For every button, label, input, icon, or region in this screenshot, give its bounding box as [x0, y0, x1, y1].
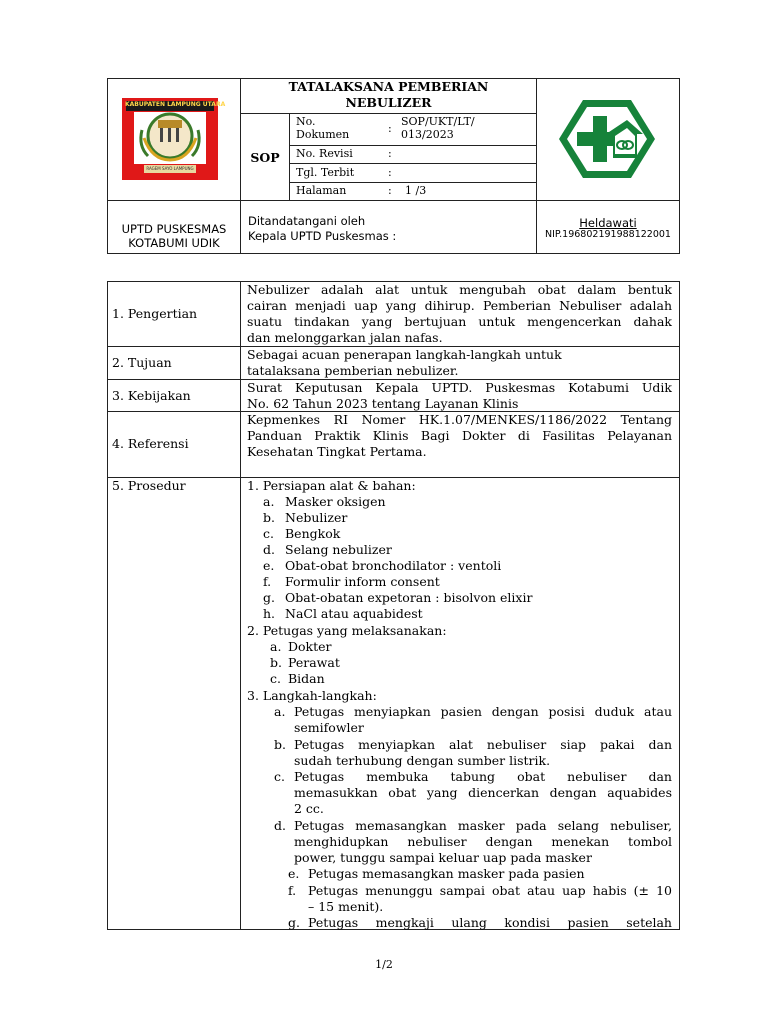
puskesmas-logo — [557, 98, 657, 180]
page-number: 1/2 — [375, 958, 393, 971]
step1-marker: a. — [263, 494, 275, 509]
step3-item-f — [308, 883, 672, 915]
text-line: Panduan Praktik Klinis Bagi Dokter di Fasilitas Pelayanan — [247, 428, 672, 443]
text-line: Nebulizer adalah alat untuk mengubah obat dalam bentuk — [247, 282, 672, 297]
text-line: 2 cc. — [294, 801, 324, 816]
step1-marker: f. — [263, 574, 272, 589]
step2-marker: c. — [270, 671, 281, 686]
text-line: Kepmenkes RI Nomer HK.1.07/MENKES/1186/2022 Tentang — [247, 412, 672, 427]
text-line: Kesehatan Tingkat Pertama. — [247, 444, 427, 459]
step2-item: Perawat — [288, 655, 340, 670]
step1-item: Bengkok — [285, 526, 341, 541]
org-name-line1: UPTD PUSKESMAS — [121, 222, 227, 236]
step2-marker: a. — [270, 639, 282, 654]
step1-item: NaCl atau aquabidest — [285, 606, 423, 621]
section-label-pengertian: 1. Pengertian — [112, 306, 198, 321]
section-label-referensi: 4. Referensi — [112, 436, 189, 451]
field-no-revisi-colon: : — [388, 147, 392, 160]
org-name-line2: KOTABUMI UDIK — [128, 236, 220, 250]
kabupaten-logo — [122, 98, 226, 180]
text-line: Petugas menyiapkan pasien dengan posisi duduk atau — [294, 704, 672, 719]
step3-marker-g: g. — [288, 915, 300, 930]
text-line: Sebagai acuan penerapan langkah-langkah untuk — [247, 347, 562, 362]
text-line: power, tunggu sampai keluar uap pada masker — [294, 850, 592, 865]
field-no-dokumen-label1: No. — [296, 115, 316, 128]
section-label-prosedur: 5. Prosedur — [112, 478, 186, 493]
field-no-dokumen-label2: Dokumen — [296, 128, 350, 141]
field-halaman-colon: : — [388, 184, 392, 197]
logo-caption-bottom: RAGEM SAYO LAMPUNG — [146, 166, 194, 171]
text-line: suatu tindakan yang bertujuan untuk mengencerkan dahak — [247, 314, 672, 329]
text-line: Petugas membuka tabung obat nebuliser dan — [294, 769, 672, 784]
step3-marker-e: e. — [288, 866, 300, 881]
section-label-kebijakan: 3. Kebijakan — [112, 388, 191, 403]
referensi-text — [247, 412, 672, 460]
step3-item-b — [294, 737, 672, 769]
step3-marker-d: d. — [274, 818, 286, 833]
step3-item-e: Petugas memasangkan masker pada pasien — [308, 866, 585, 881]
section-label-tujuan: 2. Tujuan — [112, 355, 172, 370]
text-line: Petugas memasangkan masker pada selang nebuliser, — [294, 818, 672, 833]
sop-label: SOP — [250, 150, 280, 165]
field-no-revisi-label: No. Revisi — [296, 147, 353, 160]
field-tgl-terbit-label: Tgl. Terbit — [296, 166, 355, 179]
text-line: – 15 menit). — [308, 899, 384, 914]
step3-marker-f: f. — [288, 883, 297, 898]
field-no-dokumen-value1: SOP/UKT/LT/ — [401, 115, 475, 128]
field-no-dokumen-colon: : — [388, 122, 392, 135]
step1-item: Obat-obat bronchodilator : ventoli — [285, 558, 502, 573]
step3-item-a — [294, 704, 672, 736]
step1-marker: e. — [263, 558, 275, 573]
prosedur-step1-heading: 1. Persiapan alat & bahan: — [247, 478, 416, 493]
text-line: Surat Keputusan Kepala UPTD. Puskesmas Kotabumi Udik — [247, 380, 672, 395]
document-title-line2: NEBULIZER — [345, 95, 432, 110]
step1-item: Formulir inform consent — [285, 574, 440, 589]
prosedur-step3-heading: 3. Langkah-langkah: — [247, 688, 377, 703]
step3-marker-b: b. — [274, 737, 286, 752]
document-title-line1: TATALAKSANA PEMBERIAN — [288, 79, 489, 94]
step1-marker: g. — [263, 590, 275, 605]
step1-marker: c. — [263, 526, 274, 541]
step3-marker-c: c. — [274, 769, 285, 784]
field-halaman-value: 1 /3 — [405, 184, 427, 197]
signed-by-line1: Ditandatangani oleh — [248, 214, 366, 228]
signer-nip: NIP.196802191988122001 — [545, 229, 671, 240]
text-line: cairan menjadi uap yang dihirup. Pemberian Nebuliser adalah — [247, 298, 672, 313]
step1-item: Obat-obatan expetoran : bisolvon elixir — [285, 590, 533, 605]
signer-name: Heldawati — [579, 216, 637, 230]
text-line: semifowler — [294, 720, 364, 735]
step3-item-g — [308, 915, 672, 931]
step3-item-c — [294, 769, 672, 817]
logo-caption-top: KABUPATEN LAMPUNG UTARA — [125, 101, 226, 108]
step1-marker: d. — [263, 542, 275, 557]
step1-item: Masker oksigen — [285, 494, 386, 509]
step2-item: Dokter — [288, 639, 332, 654]
step2-item: Bidan — [288, 671, 325, 686]
text-line: No. 62 Tahun 2023 tentang Layanan Klinis — [247, 396, 519, 411]
text-line: sudah terhubung dengan sumber listrik. — [294, 753, 551, 768]
text-line: Petugas menunggu sampai obat atau uap habis (± 10 — [308, 883, 672, 898]
step3-item-d — [294, 818, 672, 866]
text-line: dan melonggarkan jalan nafas. — [247, 330, 443, 345]
prosedur-step2-heading: 2. Petugas yang melaksanakan: — [247, 623, 447, 638]
step2-marker: b. — [270, 655, 282, 670]
field-halaman-label: Halaman — [296, 184, 347, 197]
kebijakan-text — [247, 380, 672, 412]
pengertian-text — [247, 282, 672, 346]
text-line: tatalaksana pemberian nebulizer. — [247, 363, 459, 378]
tujuan-text — [247, 347, 672, 379]
step1-marker: b. — [263, 510, 275, 525]
step1-marker: h. — [263, 606, 276, 621]
text-line: Petugas mengkaji ulang kondisi pasien setelah — [308, 915, 672, 930]
step1-item: Nebulizer — [285, 510, 348, 525]
step1-item: Selang nebulizer — [285, 542, 392, 557]
step3-marker-a: a. — [274, 704, 286, 719]
text-line: menghidupkan nebuliser dengan menekan tombol — [294, 834, 672, 849]
text-line: Petugas menyiapkan alat nebuliser siap pakai dan — [294, 737, 672, 752]
field-no-dokumen-value2: 013/2023 — [401, 128, 454, 141]
field-tgl-terbit-colon: : — [388, 166, 392, 179]
signed-by-line2: Kepala UPTD Puskesmas : — [248, 229, 397, 243]
text-line: memasukkan obat yang diencerkan dengan aquabides — [294, 785, 672, 800]
